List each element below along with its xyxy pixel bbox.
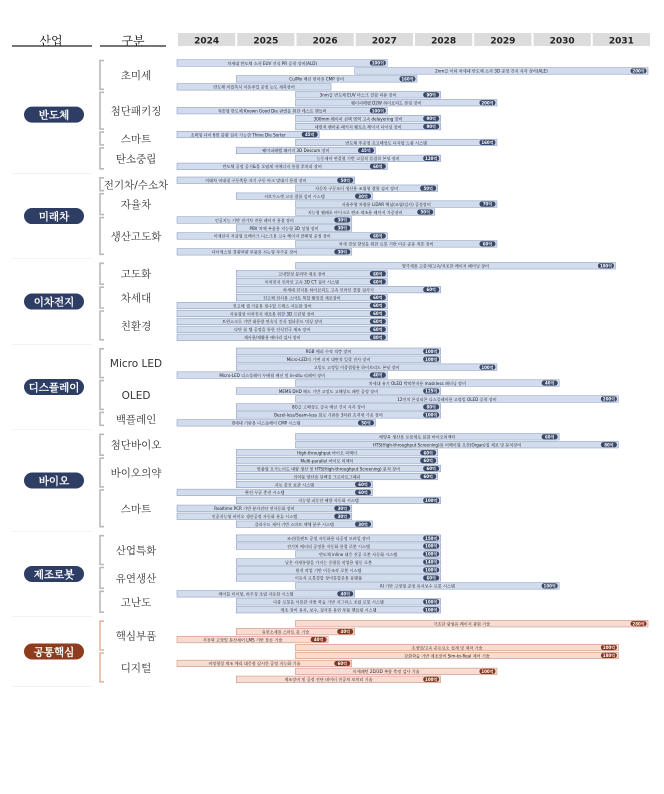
cost-label: 100억 [425,551,438,557]
task-label: 고내열성 분리막 제조 장비 [278,271,326,277]
task-label: 고밀도 고정밀 이종접합용 하이브리드 본딩 장비 [313,364,400,370]
task-label: 의약품 양산용 단백질 크로마토그래피 [293,474,361,480]
sector-제조로봇 [12,535,559,617]
task-label: 인공지능 기반 전기차 전용 레이저 용접 장비 [214,217,294,223]
group-label: 첨단바이오 [110,439,162,452]
task-label: 자율주행 차량용 LiDAR 핵심(조립/검사) 공정장비 [341,201,431,207]
group-label: 생산고도화 [110,230,162,243]
sector-반도체 [12,60,648,174]
task-label: Bezel-less/Seam-less 회로 기판용 3차원 초격세 가공 장비 [274,412,383,418]
group-bracket [100,591,104,612]
task-label: 다단 롤 탭 공정을 통한 건식전극 제조 장비 [233,327,311,333]
group-label: 스마트 [120,133,152,146]
year-label: 2027 [371,36,397,47]
cost-label: 120억 [425,155,438,161]
task-label: Micro-LED의 가변 피치 대면적 일괄 전사 장비 [286,357,371,362]
cost-label: 140억 [425,559,438,565]
year-label: 2024 [194,36,220,47]
task-label: MEMS DHD 헤드 기반 고정도 고해상도 패턴 공정 장비 [278,388,379,394]
sector-바이오 [12,433,618,531]
cost-label: 60억 [482,241,493,247]
group-bracket [100,92,104,129]
task-label: 차세대 반도체 소자 EUV 건식 PR 증착 장비(ALD) [227,60,317,66]
task-label: 서브가스켓 고속 접합 설비 시스템 [264,193,325,199]
cost-label: 90억 [426,116,436,122]
cost-label: 40억 [373,372,383,378]
group-label: 차세대 [120,292,152,305]
task-label: 조선/플랜트 공정 자동화용 다공정 모바일 장비 [286,535,370,541]
task-label: 이차전지 인라인 고속 3D CT 검사 시스템 [264,279,339,285]
task-label: 트윈스크루 기반 대용량 연속식 건식 컴파운드 믹싱 장비 [222,319,323,325]
group-label: 탄소중립 [115,153,157,166]
task-label: 차세대 유기 OLED 박막봉지용 maskless 패터닝 장비 [368,380,466,386]
cost-label: 60억 [426,466,436,472]
task-label: AI 기반 고정형 공정 유지보수 로봇 시스템 [379,583,455,589]
task-label: 자유형상 이차전지 제조용 위한 3D 프린팅 장비 [229,311,315,317]
cost-label: 60억 [544,434,555,440]
task-label: 차세 경성 향상을 위한 로봇 기반 이중 공유 적층 장비 [338,241,434,247]
cost-label: 100억 [371,108,384,114]
cost-label: 40억 [313,637,324,643]
cost-label: 100억 [425,676,438,682]
task-label: 반도체 inline 대응 진공 로봇 자동화 시스템 [318,551,398,557]
sector-공통핵심 [12,620,648,686]
cost-label: 80억 [373,334,383,340]
cost-label: 100억 [425,607,438,613]
task-label: 미세패턴 2D/3D 복합 측정 검사 기술 [352,669,420,675]
group-bracket [100,458,104,487]
cost-label: 90억 [426,124,436,130]
task-label: 3nm급 반도체 EUV 마스크 결함 리뷰 장비 [319,92,397,98]
task-label: 지능형 웹패포 마이크로 렌즈 제조용 레이저 가공장비 [307,209,403,215]
task-label: 자동 충진 보관 시스템 [274,482,315,488]
cost-label: 60억 [426,287,436,293]
cost-label: 60억 [373,295,383,301]
task-label: 인공지능형 바이오 생산공정 자동화 분류 시스템 [211,514,298,520]
group-bracket [100,194,104,215]
cost-label: 60억 [373,163,383,169]
cost-label: 200억 [481,100,494,106]
task-label: 반도체 공정 공기&물 오염제 저에너지 통합 후처리 장비 [222,164,322,170]
task-label: 이동식 로봇결합 장비통합운용 플랫폼 [294,575,363,581]
cost-label: 50억 [420,209,430,215]
task-label: 양극재용 고충적/고속/저조한 레이저 패터닝 장비 [401,263,490,269]
task-label: 전고체 셀 가공용 정수압 프레스 자동화 장비 [232,303,312,309]
group-bracket [100,132,104,145]
group-label: 초미세 [120,69,152,82]
task-label: 반도체 비접촉식 이온주입 공정 농도 계측장비 [213,84,295,90]
cost-label: 150억 [425,535,438,541]
task-label: 낮은 자재통량을 가지는 중량물 작업용 협동 로봇 [285,559,372,565]
task-label: 다이캐스팅 경량차량 부품용 지능형 주가공 장비 [211,249,298,255]
task-label: 초박형 다이 6면 불량 검사 가능한 Thine Die Sorter [190,132,286,138]
group-label: 산업특화 [115,545,157,558]
task-label: 차세대 전지용 하이브리드 고속 인라인 결함 검사기 [283,287,374,293]
task-label: 2nm급 이하 차세대 반도체 소자 3D 공정 건식 식각 장비(ALE) [435,68,548,74]
header-category: 구분 [121,34,145,48]
sector-label: 디스플레이 [28,382,80,395]
cost-label: 60억 [373,233,383,239]
task-label: HTS(High-throughput Screening)용 어레이형 오간(Organ)칩 제조 및 분석장비 [372,442,522,448]
cost-label: 100억 [543,583,556,589]
group-bracket [100,349,104,378]
cost-label: 100억 [602,645,616,651]
task-label: 자동차 구동모터 생산용 조립형 접합 검사 장비 [315,186,399,191]
cost-label: 100억 [599,263,613,269]
cost-label: 100억 [481,668,494,674]
group-label: Micro LED [109,358,163,371]
task-label: 극초단 광섬유 레이저 광원 기술 [433,621,491,627]
task-label: 제조 장비 유지, 보수, 검사용 유연 부품 핸들링 시스템 [280,607,377,613]
cost-label: 60억 [373,279,383,285]
group-bracket [100,536,104,565]
task-label: 배양육 생산용 동물세포 분화 바이오리액터 [379,434,456,440]
task-label: 8세대 기판용 디스플레이 CMP 시스템 [232,420,301,426]
group-bracket [100,653,104,682]
cost-label: 45억 [304,132,315,138]
group-label: 자율차 [120,199,152,212]
group-bracket [100,218,104,255]
task-label: 이제란지 저감형 브레이크 디스크용 고속 레이저 클래딩 공정 장비 [213,233,331,239]
task-label: Cu/Mo 배선 연마용 CMP 장비 [289,76,344,82]
task-label: 유연소재용 스마트 롤 기술 [261,629,310,635]
year-label: 2028 [431,36,457,47]
sector-label: 제조로봇 [33,568,75,581]
group-bracket [100,568,104,589]
cost-label: 100억 [425,599,438,605]
cost-label: 60억 [423,450,433,456]
year-label: 2029 [490,36,516,47]
group-bracket [100,434,104,455]
group-label: 유연생산 [115,572,157,585]
sector-label: 반도체 [38,109,70,122]
cost-label: 90억 [426,92,436,98]
cost-label: 80억 [426,404,436,410]
cost-label: 30억 [337,505,348,511]
cost-label: 30억 [358,193,368,199]
group-label: 백플레인 [115,413,157,426]
task-label: 클라우드 제어 기반 스마트 액체 분주 시스템 [254,522,334,527]
cost-label: 30억 [337,249,348,255]
cost-label: 40억 [340,591,350,597]
group-label: 스마트 [120,503,152,516]
group-label: 전기차/수소차 [103,179,169,192]
cost-label: 50억 [361,420,371,426]
task-label: 8G급 고해상도 금속 배선 건식 식각 장비 [292,404,365,410]
sector-이차전지 [12,262,615,344]
cost-label: 280억 [632,621,645,627]
group-label: 고도화 [120,268,152,281]
group-bracket [100,412,104,425]
year-label: 2031 [608,36,634,47]
cost-label: 30억 [337,217,348,223]
cost-label: 70억 [482,201,493,207]
task-label: 비정형성 제조 예리 대응형 실시간 공정 지능화 기술 [208,661,301,667]
cost-label: 45억 [361,148,371,153]
cost-label: 100억 [425,348,438,354]
sector-label: 미래차 [38,211,70,224]
task-label: 전고체 전지용 스마트 복합 활물질 제조장비 [262,295,341,301]
year-label: 2026 [312,36,338,47]
cost-label: 100억 [425,497,438,503]
task-label: PBV 차체 부품용 지능형 3D 성형 장비 [249,225,319,231]
cost-label: 60억 [423,458,433,464]
group-label: 디지털 [120,662,152,675]
task-label: 제조장비 및 공정 진단 데이터 전공처 보처리 기술 [284,677,373,683]
cost-label: 60억 [423,474,433,480]
group-label: OLED [121,390,151,402]
cost-label: 100억 [425,543,438,549]
task-label: 맞춤형 오가노이드 대량 생산 및 HTS(High-throughput Screening) 분석 장비 [256,466,401,472]
cost-label: 60억 [426,575,436,581]
group-label: 첨단패키징 [110,105,162,118]
cost-label: 200억 [602,396,616,402]
cost-label: 60억 [358,490,368,495]
cost-label: 60억 [373,311,383,317]
task-label: 초정밀/고속 운동요소 설계 및 제작 기술 [411,645,483,651]
header-industry: 산업 [39,34,63,48]
year-label: 2030 [549,36,575,47]
task-label: 반도체 후공정 초고해상도 디지털 노광 시스템 [345,140,428,146]
task-label: 원격 작업 기반 이동조작 로봇 시스템 [295,567,362,573]
cost-label: 100억 [425,356,438,362]
cost-label: 40억 [544,380,555,386]
cost-label: 60억 [373,303,383,309]
group-label: 친환경 [120,320,152,333]
task-label: 완전 무균 충전 시스템 [245,490,285,496]
group-bracket [100,263,104,284]
task-label: 재사용/재활용 배터리 검사 장비 [243,335,301,341]
cost-label: 200억 [632,68,645,74]
task-label: 적층형 반도체 Known Good Die 판별을 위한 테스트 핸들러 [217,108,327,114]
task-label: 미래차 비대칭 구동축용 자기 구동 아크 맞대기 용접 장비 [205,178,307,184]
task-label: Multi-parallel 바이오 리액터 [300,458,354,464]
group-bracket [100,490,104,527]
cost-label: 30억 [337,513,348,519]
group-label: 고난도 [120,596,152,609]
group-label: 핵심부품 [115,630,157,643]
task-label: 12인치 온실리콘 디스플레이용 고정밀 OLED 증착 장비 [397,396,497,402]
cost-label: 100억 [481,364,494,370]
cost-label: 60억 [373,326,383,332]
sector-label: 이차전지 [33,296,75,309]
sector-label: 공통핵심 [33,646,75,659]
sector-label: 바이오 [38,475,70,488]
group-bracket [100,311,104,340]
group-bracket [100,287,104,308]
task-label: 강화학습 기반 제조장비 Sim-to-Real 제어 기술 [404,653,490,659]
task-label: RGB 에피 수직 적층 장비 [305,349,352,355]
cost-label: 40억 [340,629,350,635]
task-label: 전기차 배터리 공정용 자동화 용접 로봇 시스템 [286,543,370,549]
task-label: 지능형 피동전 배양 자동화 시스템 [298,498,359,504]
task-label: 웨이퍼레벨 D2W 하이브리드 본딩 장비 [351,100,422,106]
cost-label: 60억 [358,482,368,488]
sector-미래차 [12,177,497,259]
cost-label: 160억 [481,140,494,146]
cost-label: 160억 [401,76,414,82]
task-label: 300mm 웨이퍼 선택 영역 고속 delayering 장비 [313,116,403,122]
task-label: 웨이퍼레벨 패키지 3D Descum 장비 [262,148,330,154]
task-label: 저전력 고정밀 분산제어 LMS 기반 물류 기술 [202,637,283,643]
task-label: 다종 로봇을 이용한 자율 학습 기반 지그리스 조립 로봇 시스템 [273,599,384,605]
cost-label: 100억 [425,567,438,573]
cost-label: 125억 [425,388,438,394]
group-label: 바이오의약 [110,467,162,480]
cost-label: 60억 [337,661,348,666]
cost-label: 50억 [423,185,433,191]
year-label: 2025 [253,36,279,47]
task-label: Realtime PCR 기반 분자진단 전자동화 장비 [214,506,295,512]
group-bracket [100,148,104,169]
cost-label: 30억 [358,521,368,527]
cost-label: 30억 [337,225,348,231]
group-bracket [100,621,104,650]
task-label: Micro-LED 디스플레이 무배월 배선 및 in-situ 리페어 장비 [219,372,325,378]
task-label: 케이블 티이팅, 하우징 조립 자동화 시스템 [218,591,294,597]
cost-label: 60억 [373,319,383,324]
task-label: 능동제어 연결형 기반 고집적 플림퀵 본딩 장비 [316,156,400,162]
cost-label: 50억 [340,177,350,183]
task-label: 대면적 팬아웃 패키지 웨토초 레이저 다이싱 장비 [314,124,402,130]
group-bracket [100,61,104,90]
cost-label: 180억 [602,653,616,659]
cost-label: 80억 [604,442,614,448]
cost-label: 60억 [373,271,383,277]
group-bracket [100,381,104,410]
cost-label: 100억 [425,412,438,418]
task-label: High-throughput 바이오 리액터 [296,450,358,456]
cost-label: 100억 [371,60,384,66]
sector-디스플레이 [12,348,618,430]
